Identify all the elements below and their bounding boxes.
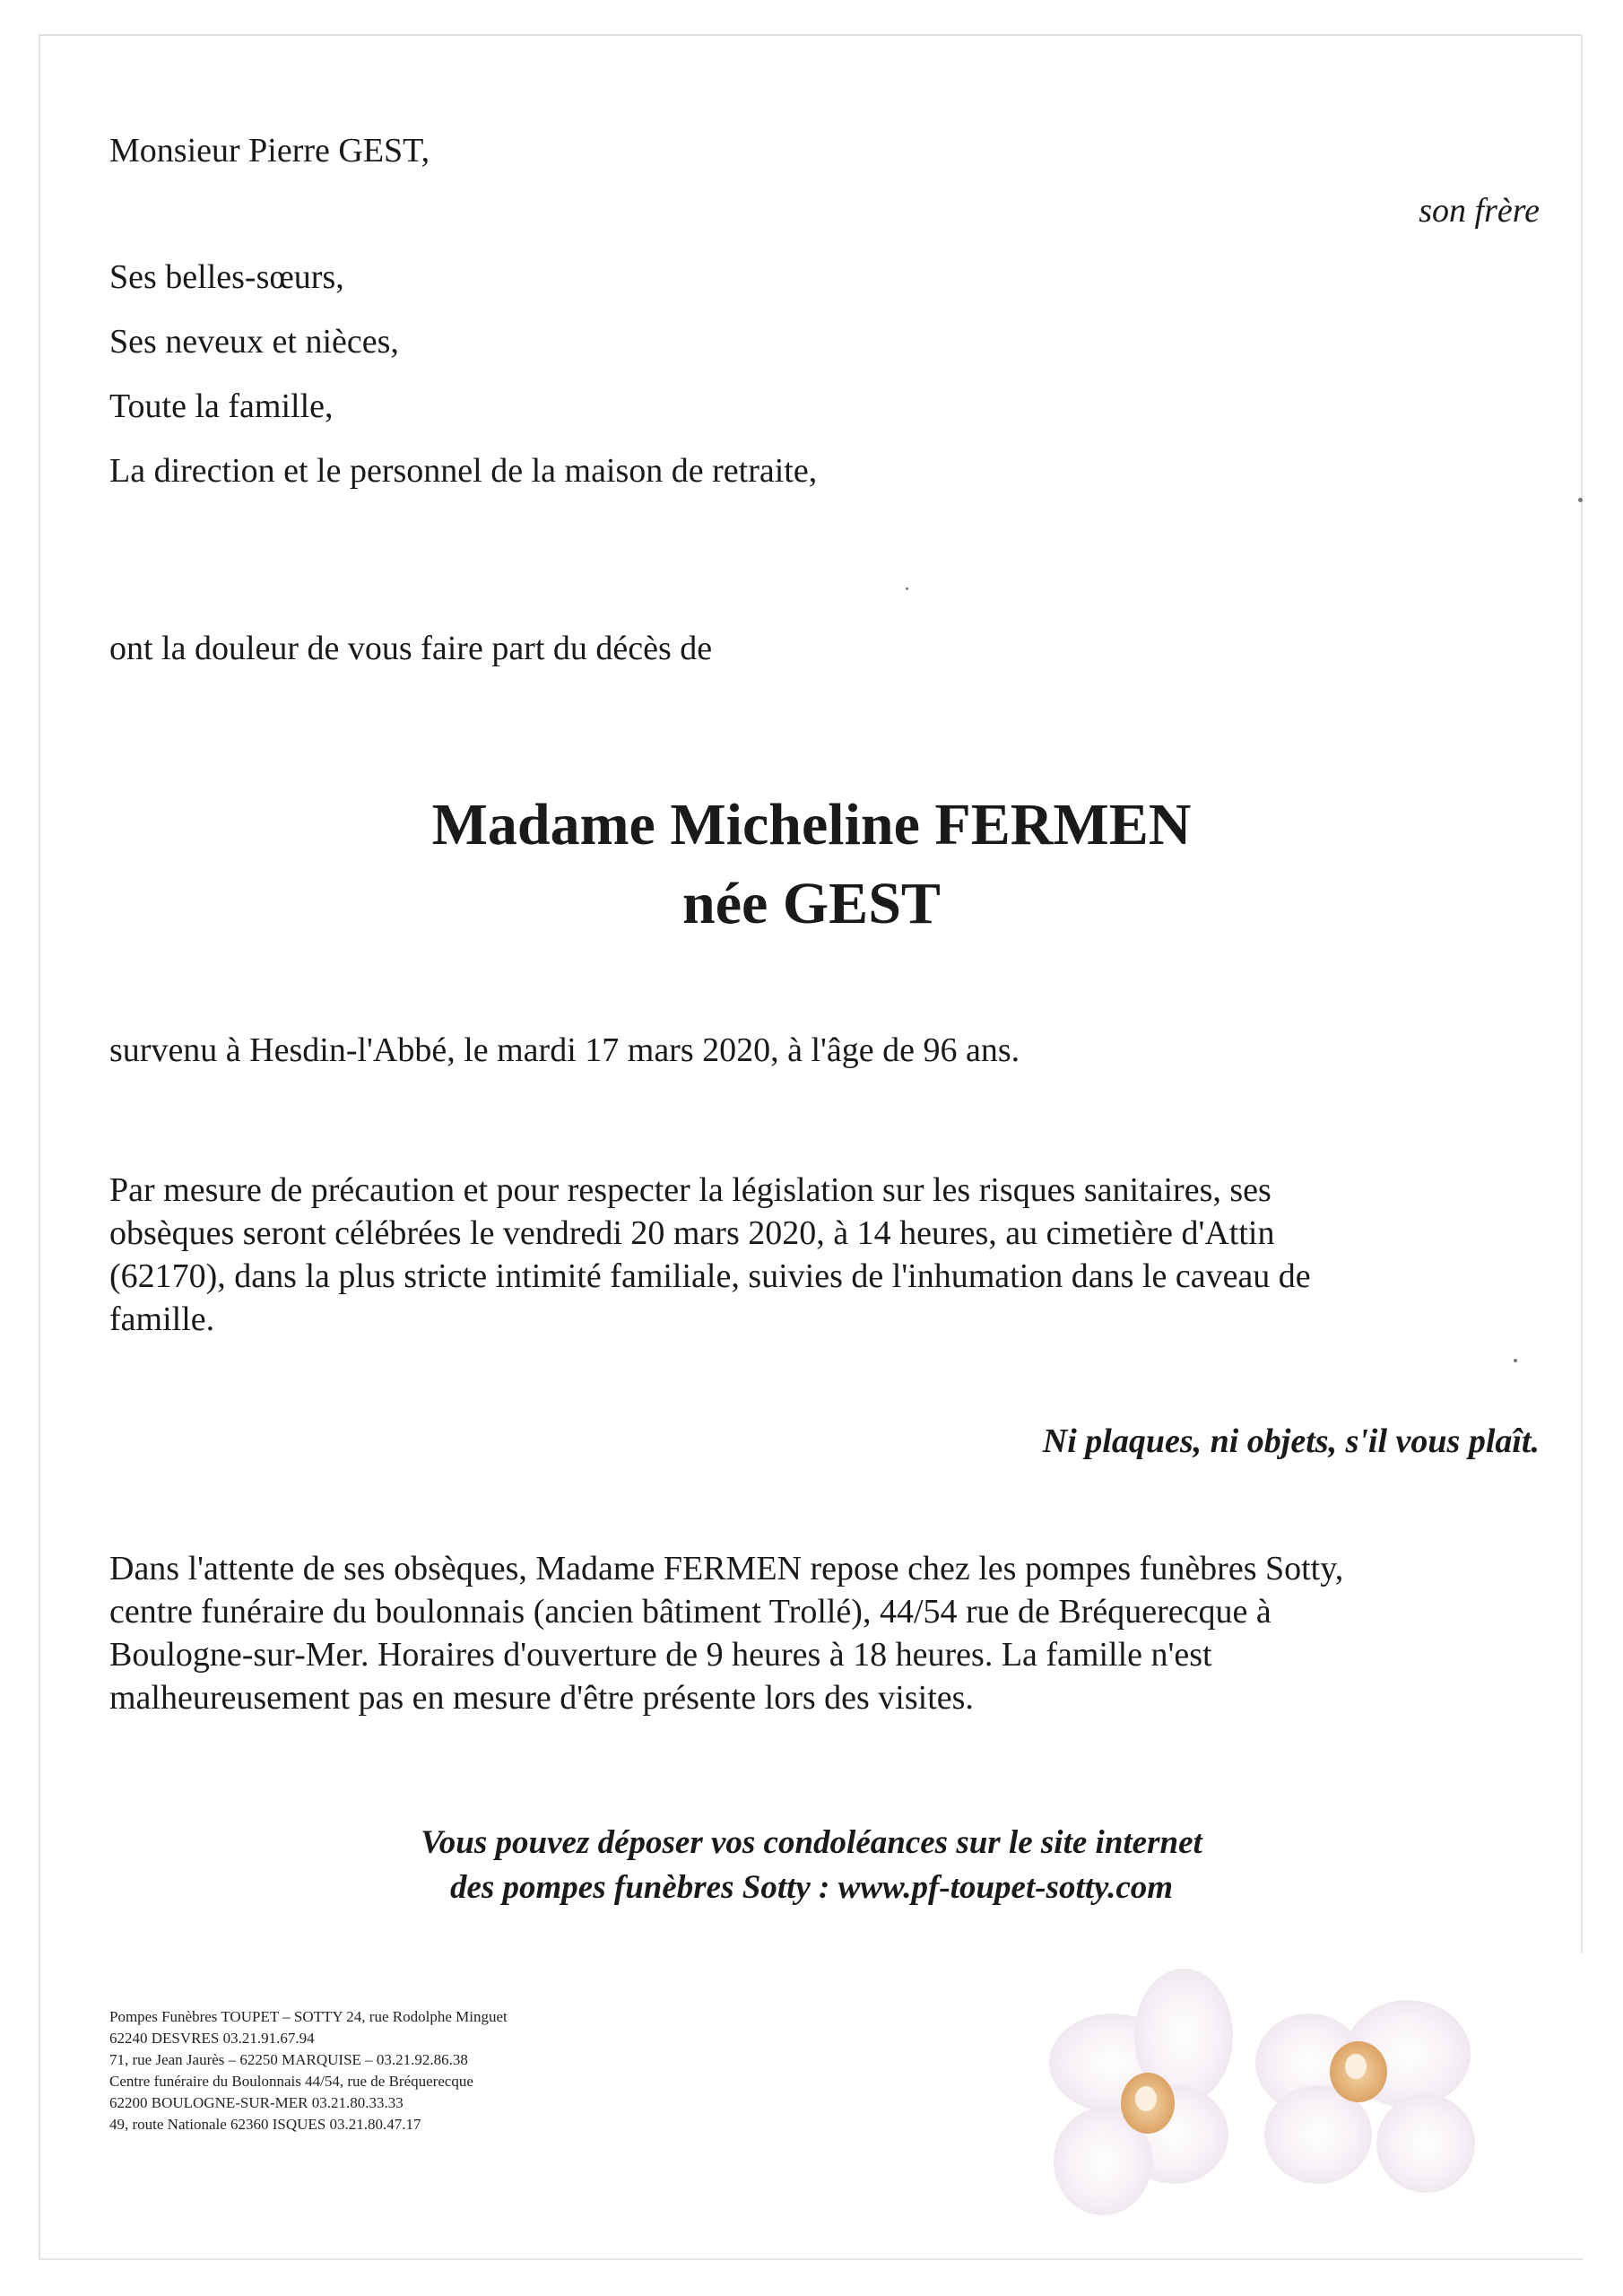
funeral-line: (62170), dans la plus stricte intimité familiale, suivies de l'inhumation dans le caveau de — [109, 1257, 1311, 1295]
funeral-home-footer — [109, 2006, 508, 2135]
visitation-line: Dans l'attente de ses obsèques, Madame FERMEN repose chez les pompes funèbres Sotty, — [109, 1550, 1344, 1587]
no-flowers-note: Ni plaques, ni objets, s'il vous plaît. — [1042, 1422, 1540, 1460]
funeral-paragraph — [109, 1169, 1508, 1341]
visitation-paragraph — [109, 1547, 1508, 1719]
family-line-family: Toute la famille, — [109, 387, 334, 425]
visitation-line: centre funéraire du boulonnais (ancien bâtiment Trollé), 44/54 rue de Bréquerecque à — [109, 1593, 1271, 1631]
funeral-line: famille. — [109, 1300, 215, 1338]
footer-line: 62240 DESVRES 03.21.91.67.94 — [109, 2030, 315, 2047]
footer-line: Centre funéraire du Boulonnais 44/54, rue de Bréquerecque — [109, 2073, 473, 2090]
condolences-line: des pompes funèbres Sotty : www.pf-toupet-sotty.com — [449, 1869, 1174, 1906]
footer-line: 62200 BOULOGNE-SUR-MER 03.21.80.33.33 — [109, 2094, 404, 2111]
visitation-line: Boulogne-sur-Mer. Horaires d'ouverture de 9 heures à 18 heures. La famille n'est — [109, 1636, 1212, 1674]
family-line-retirement-home: La direction et le personnel de la maison de retraite, — [109, 452, 818, 490]
family-line-brother: Monsieur Pierre GEST, — [109, 132, 430, 170]
page-border-left — [39, 34, 40, 2260]
family-line-sisters-in-law: Ses belles-sœurs, — [109, 258, 344, 296]
condolences-message — [0, 1821, 1623, 1910]
deceased-name: Madame Micheline FERMEN — [431, 792, 1192, 857]
family-line-nephews: Ses neveux et nièces, — [109, 323, 399, 361]
page-border-top — [39, 34, 1583, 36]
footer-line: Pompes Funèbres TOUPET – SOTTY 24, rue Rodolphe Minguet — [109, 2008, 508, 2025]
funeral-line: Par mesure de précaution et pour respecter la législation sur les risques sanitaires, ses — [109, 1171, 1271, 1209]
footer-line: 71, rue Jean Jaurès – 62250 MARQUISE – 03.21.92.86.38 — [109, 2051, 468, 2068]
announcement-text: ont la douleur de vous faire part du décès de — [109, 630, 713, 667]
scan-speck — [1578, 498, 1583, 502]
condolences-line: Vous pouvez déposer vos condoléances sur le site internet — [421, 1824, 1202, 1861]
scan-speck — [1514, 1359, 1517, 1362]
page-border-right — [1581, 34, 1583, 1953]
orchid-flowers-icon — [1049, 1955, 1480, 2260]
relation-label: son frère — [1419, 192, 1540, 230]
deceased-maiden-name: née GEST — [682, 871, 941, 936]
visitation-line: malheureusement pas en mesure d'être présente lors des visites. — [109, 1679, 974, 1717]
scan-speck — [906, 587, 908, 590]
funeral-line: obsèques seront célébrées le vendredi 20 mars 2020, à 14 heures, au cimetière d'Attin — [109, 1214, 1275, 1252]
footer-line: 49, route Nationale 62360 ISQUES 03.21.80.47.17 — [109, 2116, 421, 2133]
death-info: survenu à Hesdin-l'Abbé, le mardi 17 mars 2020, à l'âge de 96 ans. — [109, 1031, 1020, 1069]
